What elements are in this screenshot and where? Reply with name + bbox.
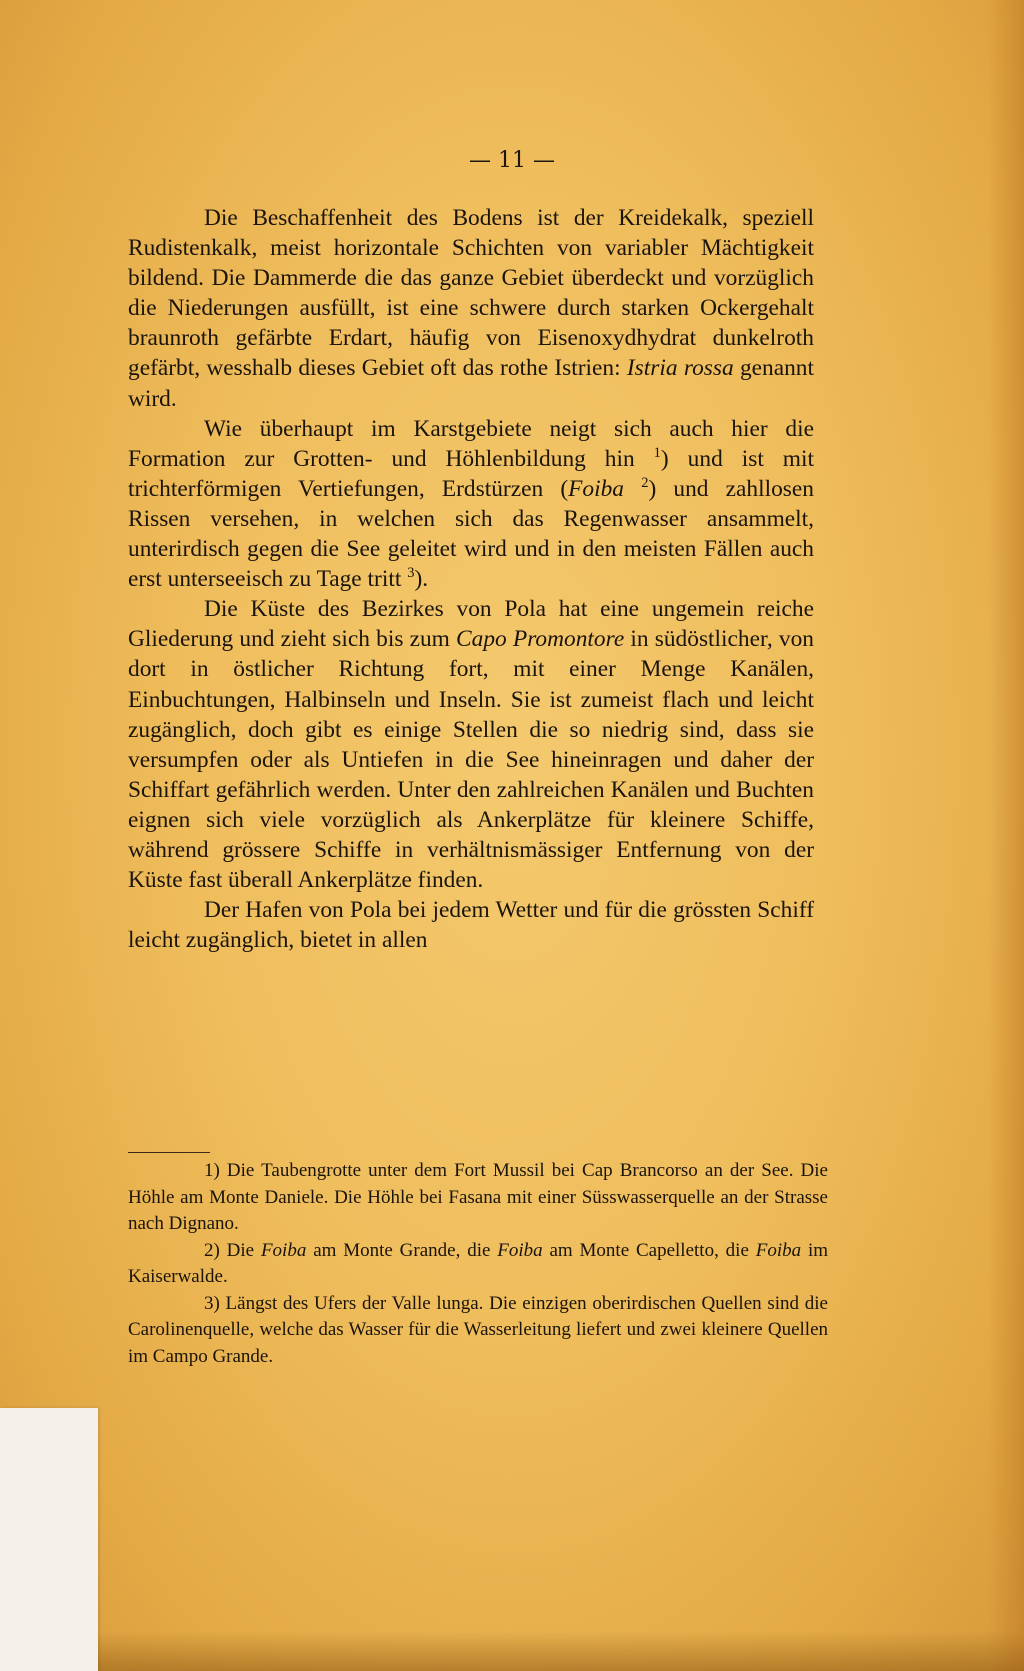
- paragraph-caves: [128, 414, 814, 595]
- page-number: — 11 —: [469, 148, 555, 173]
- footnote-2: [128, 1238, 828, 1291]
- page-bottom-shading: [0, 1631, 1024, 1671]
- italic-term: Capo Promontore: [456, 626, 625, 653]
- footnote-text: im Kaiserwalde.: [128, 1239, 829, 1287]
- footnote-1: [128, 1158, 828, 1238]
- footnote-text: 1) Die Taubengrotte unter dem Fort Mussil bei Cap Brancorso an der See. Die Höhle am Monte Daniele. Die Höhle bei Fasana mit einer Süsswasserquelle an der Strasse nach Dignano.: [128, 1160, 828, 1234]
- paragraph-text: genannt wird.: [128, 355, 814, 412]
- italic-term: Foiba: [260, 1239, 307, 1261]
- footnotes: [128, 1158, 828, 1370]
- main-text: [128, 203, 814, 955]
- paragraph-text: in südöstlicher, von dort in östlicher Richtung fort, mit einer Menge Kanälen, Einbuchtungen, Halbinseln und Inseln. Sie ist zumeist flach und leicht zugänglich, doch gibt es einige Stellen die so niedrig sind, dass sie versumpfen oder als Untiefen in die See hineinragen und daher der Schiffart gefährlich werden. Unter den zahlreichen Kanälen und Buchten eignen sich viele vorzüglich als Ankerplätze für kleinere Schiffe, während grössere Schiffe in verhältnismässiger Entfernung von der Küste fast überall Ankerplätze finden.: [128, 626, 814, 894]
- paragraph-text: ) und zahllosen Rissen versehen, in welchen sich das Regenwasser ansammelt, unterirdisch gegen die See geleitet wird und in den meisten Fällen auch erst unterseeisch zu Tage tritt: [128, 475, 814, 593]
- italic-term: Foiba: [497, 1239, 543, 1261]
- footnote-ref: 3: [407, 565, 415, 582]
- paragraph-harbour: [128, 895, 814, 955]
- paragraph-text: Die Küste des Bezirkes von Pola hat eine ungemein reiche Gliederung und zieht sich bis zum: [128, 596, 814, 653]
- italic-term: Foiba: [755, 1239, 802, 1261]
- paragraph-text: Wie überhaupt im Karstgebiete neigt sich auch hier die Formation zur Grotten- und Höhlenbildung hin: [128, 415, 814, 472]
- footnote-ref: 2: [641, 475, 649, 492]
- paragraph-text: Die Beschaffenheit des Bodens ist der Kreidekalk, speziell Rudistenkalk, meist horizontale Schichten von variabler Mächtigkeit bildend. Die Dammerde die das ganze Gebiet überdeckt und vorzüglich die Niederungen ausfüllt, ist eine schwere durch starken Ockergehalt braunroth gefärbte Erdart, häufig von Eisenoxydhydrat dunkelroth gefärbt, wesshalb dieses Gebiet oft das rothe Istrien:: [128, 205, 814, 382]
- italic-term: Foiba: [568, 475, 624, 502]
- italic-term: Istria rossa: [626, 355, 734, 382]
- page-edge-shading: [988, 0, 1024, 1671]
- footnote-separator: [128, 1152, 210, 1153]
- paragraph-text: Der Hafen von Pola bei jedem Wetter und für die grössten Schiff leicht zugänglich, bietet in allen: [128, 897, 814, 954]
- paragraph-coast: [128, 594, 814, 895]
- footnote-3: [128, 1291, 828, 1371]
- library-tape-patch: [0, 1408, 98, 1671]
- paragraph-soil: [128, 203, 814, 414]
- footnote-text: 2) Die: [204, 1239, 255, 1261]
- footnote-ref: 1: [653, 444, 661, 461]
- footnote-text: am Monte Grande, die: [313, 1239, 491, 1261]
- footnote-text: 3) Längst des Ufers der Valle lunga. Die einzigen oberirdischen Quellen sind die Carolinenquelle, welche das Wasser für die Wasserleitung liefert und zwei kleinere Quellen im Campo Grande.: [128, 1292, 828, 1367]
- paragraph-text: ).: [414, 566, 429, 593]
- footnote-text: am Monte Capelletto, die: [549, 1239, 749, 1261]
- paragraph-text: ) und ist mit trichterförmigen Vertiefungen, Erdstürzen (: [128, 445, 814, 502]
